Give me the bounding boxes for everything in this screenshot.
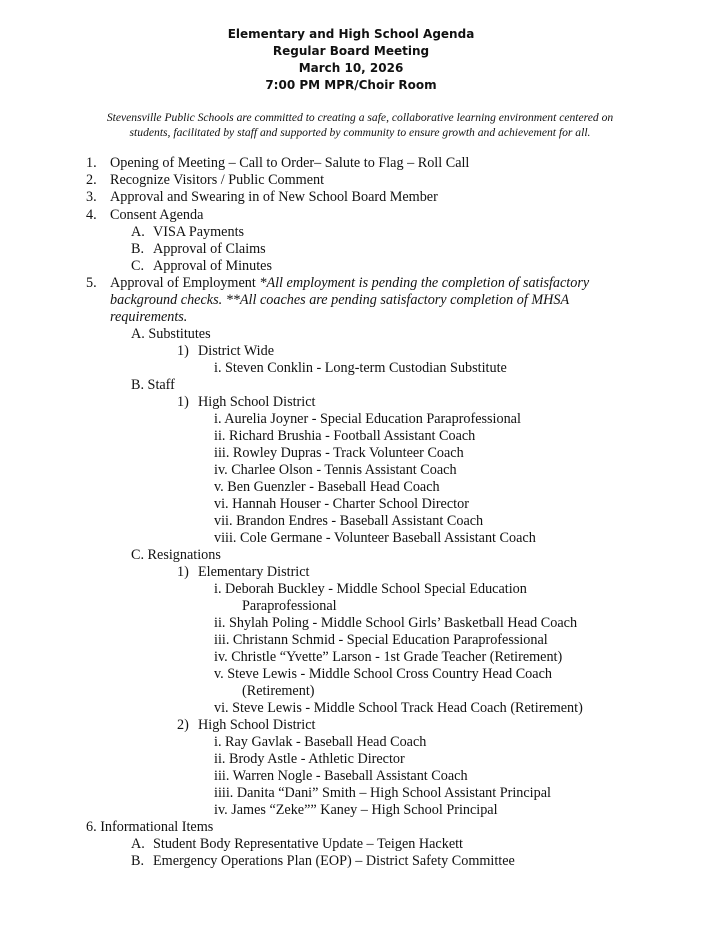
item-text: Recognize Visitors / Public Comment [110,172,325,188]
entry-number: iii. [214,445,230,461]
entry-text: Charlee Olson - Tennis Assistant Coach [231,462,457,478]
employment-entry [214,496,469,513]
informational-item-a [131,836,463,853]
resignation-entry [214,649,562,666]
entry-number: i. [214,581,222,597]
employment-entry [214,445,464,462]
section-substitutes: A. Substitutes [131,326,211,342]
resignation-entry [214,802,498,819]
sub-text: Approval of Minutes [153,258,273,274]
entry-text: Ben Guenzler - Baseball Head Coach [227,479,440,495]
sub-number: A. [131,224,145,240]
informational-item-b [131,853,515,870]
employment-note-line-2: background checks. **All coaches are pending satisfactory completion of MHSA [110,292,570,308]
entry-text: Warren Nogle - Baseball Assistant Coach [232,768,468,784]
agenda-item-2 [86,172,324,189]
item-text: Opening of Meeting – Call to Order– Salute to Flag – Roll Call [110,155,470,171]
resignation-entry [214,632,548,649]
resignation-entry [214,734,426,751]
entry-text: Brody Astle - Athletic Director [228,751,405,767]
consent-item-b [131,241,266,258]
employment-entry [214,428,475,445]
group-number: 1) [177,564,189,580]
item-text: Approval and Swearing in of New School Board Member [110,189,438,205]
resignation-entry [214,615,577,632]
section-staff: B. Staff [131,377,175,393]
entry-text: Aurelia Joyner - Special Education Paraprofessional [224,411,521,427]
sub-number: B. [131,241,145,257]
consent-item-a [131,224,244,241]
entry-text: Shylah Poling - Middle School Girls’ Basketball Head Coach [228,615,578,631]
group-high-school-district-resignations [177,717,315,734]
item-number: 3. [86,189,97,205]
entry-number: iiii. [214,785,234,801]
entry-number: v. [214,479,224,495]
item-number: 1. [86,155,97,171]
meeting-date: March 10, 2026 [298,61,404,75]
employment-entry [214,513,483,530]
section-resignations: C. Resignations [131,547,221,563]
group-elementary-district [177,564,310,581]
entry-number: viii. [214,530,237,546]
agenda-item-5 [86,275,589,292]
entry-text: Ray Gavlak - Baseball Head Coach [225,734,427,750]
entry-text: Hannah Houser - Charter School Director [232,496,469,512]
group-number: 1) [177,343,189,359]
entry-number: v. [214,666,224,682]
employment-entry [214,411,521,428]
item-number: 4. [86,207,97,223]
entry-text: Cole Germane - Volunteer Baseball Assistant Coach [240,530,536,546]
group-name: High School District [198,394,316,410]
meeting-time-location: 7:00 PM MPR/Choir Room [265,78,437,92]
entry-number: iv. [214,649,228,665]
resignation-entry-continuation: Paraprofessional [242,598,337,614]
employment-note-line-1: *All employment is pending the completion of satisfactory [259,275,590,291]
employment-entry [214,360,507,377]
agenda-item-3 [86,189,438,206]
group-name: High School District [198,717,316,733]
resignation-entry [214,768,468,785]
document-title: Elementary and High School Agenda [227,27,475,41]
entry-number: ii. [214,615,226,631]
entry-number: iii. [214,632,230,648]
sub-number: B. [131,853,145,869]
entry-number: iv. [214,462,228,478]
sub-number: C. [131,258,145,274]
entry-text: Christann Schmid - Special Education Paraprofessional [232,632,548,648]
entry-text: Rowley Dupras - Track Volunteer Coach [232,445,464,461]
group-district-wide [177,343,274,360]
entry-number: iii. [214,768,230,784]
entry-text: Steve Lewis - Middle School Cross Country Head Coach [227,666,552,682]
consent-item-c [131,258,272,275]
entry-text: Steve Lewis - Middle School Track Head Coach (Retirement) [232,700,583,716]
mission-statement-line-1: Stevensville Public Schools are committed to creating a safe, collaborative learning environment centered on [106,111,614,124]
entry-text: Christle “Yvette” Larson - 1st Grade Teacher (Retirement) [231,649,563,665]
sub-text: Approval of Claims [153,241,266,257]
group-high-school-district [177,394,315,411]
entry-number: i. [214,360,222,376]
entry-text: Deborah Buckley - Middle School Special Education [225,581,527,597]
employment-entry [214,479,440,496]
entry-text: Danita “Dani” Smith – High School Assistant Principal [236,785,551,801]
group-name: Elementary District [198,564,310,580]
entry-number: iv. [214,802,228,818]
entry-number: i. [214,734,222,750]
entry-text: James “Zeke”” Kaney – High School Principal [231,802,498,818]
entry-number: vii. [214,513,233,529]
resignation-entry [214,666,552,683]
sub-text: Student Body Representative Update – Teigen Hackett [153,836,463,852]
entry-number: vi. [214,700,229,716]
group-name: District Wide [198,343,275,359]
entry-number: i. [214,411,222,427]
employment-entry [214,462,457,479]
sub-text: VISA Payments [153,224,245,240]
agenda-item-6: 6. Informational Items [86,819,214,835]
resignation-entry [214,581,527,598]
resignation-entry [214,785,551,802]
item-number: 5. [86,275,97,291]
group-number: 2) [177,717,189,733]
entry-text: Steven Conklin - Long-term Custodian Substitute [225,360,507,376]
entry-text: Richard Brushia - Football Assistant Coach [228,428,476,444]
item-text: Consent Agenda [110,207,204,223]
item-number: 2. [86,172,97,188]
entry-number: vi. [214,496,229,512]
entry-number: ii. [214,428,226,444]
resignation-entry [214,751,405,768]
employment-entry [214,530,536,547]
resignation-entry-continuation: (Retirement) [242,683,315,699]
agenda-item-1 [86,155,469,172]
meeting-type: Regular Board Meeting [272,44,430,58]
mission-statement-line-2: students, facilitated by staff and supported by community to ensure growth and achievement for all. [129,126,591,139]
agenda-item-4 [86,207,203,224]
entry-text: Brandon Endres - Baseball Assistant Coach [236,513,484,529]
group-number: 1) [177,394,189,410]
resignation-entry [214,700,583,717]
employment-note-line-3: requirements. [110,309,188,325]
entry-number: ii. [214,751,226,767]
item-text: Approval of Employment [110,275,260,291]
sub-text: Emergency Operations Plan (EOP) – District Safety Committee [153,853,515,869]
sub-number: A. [131,836,145,852]
